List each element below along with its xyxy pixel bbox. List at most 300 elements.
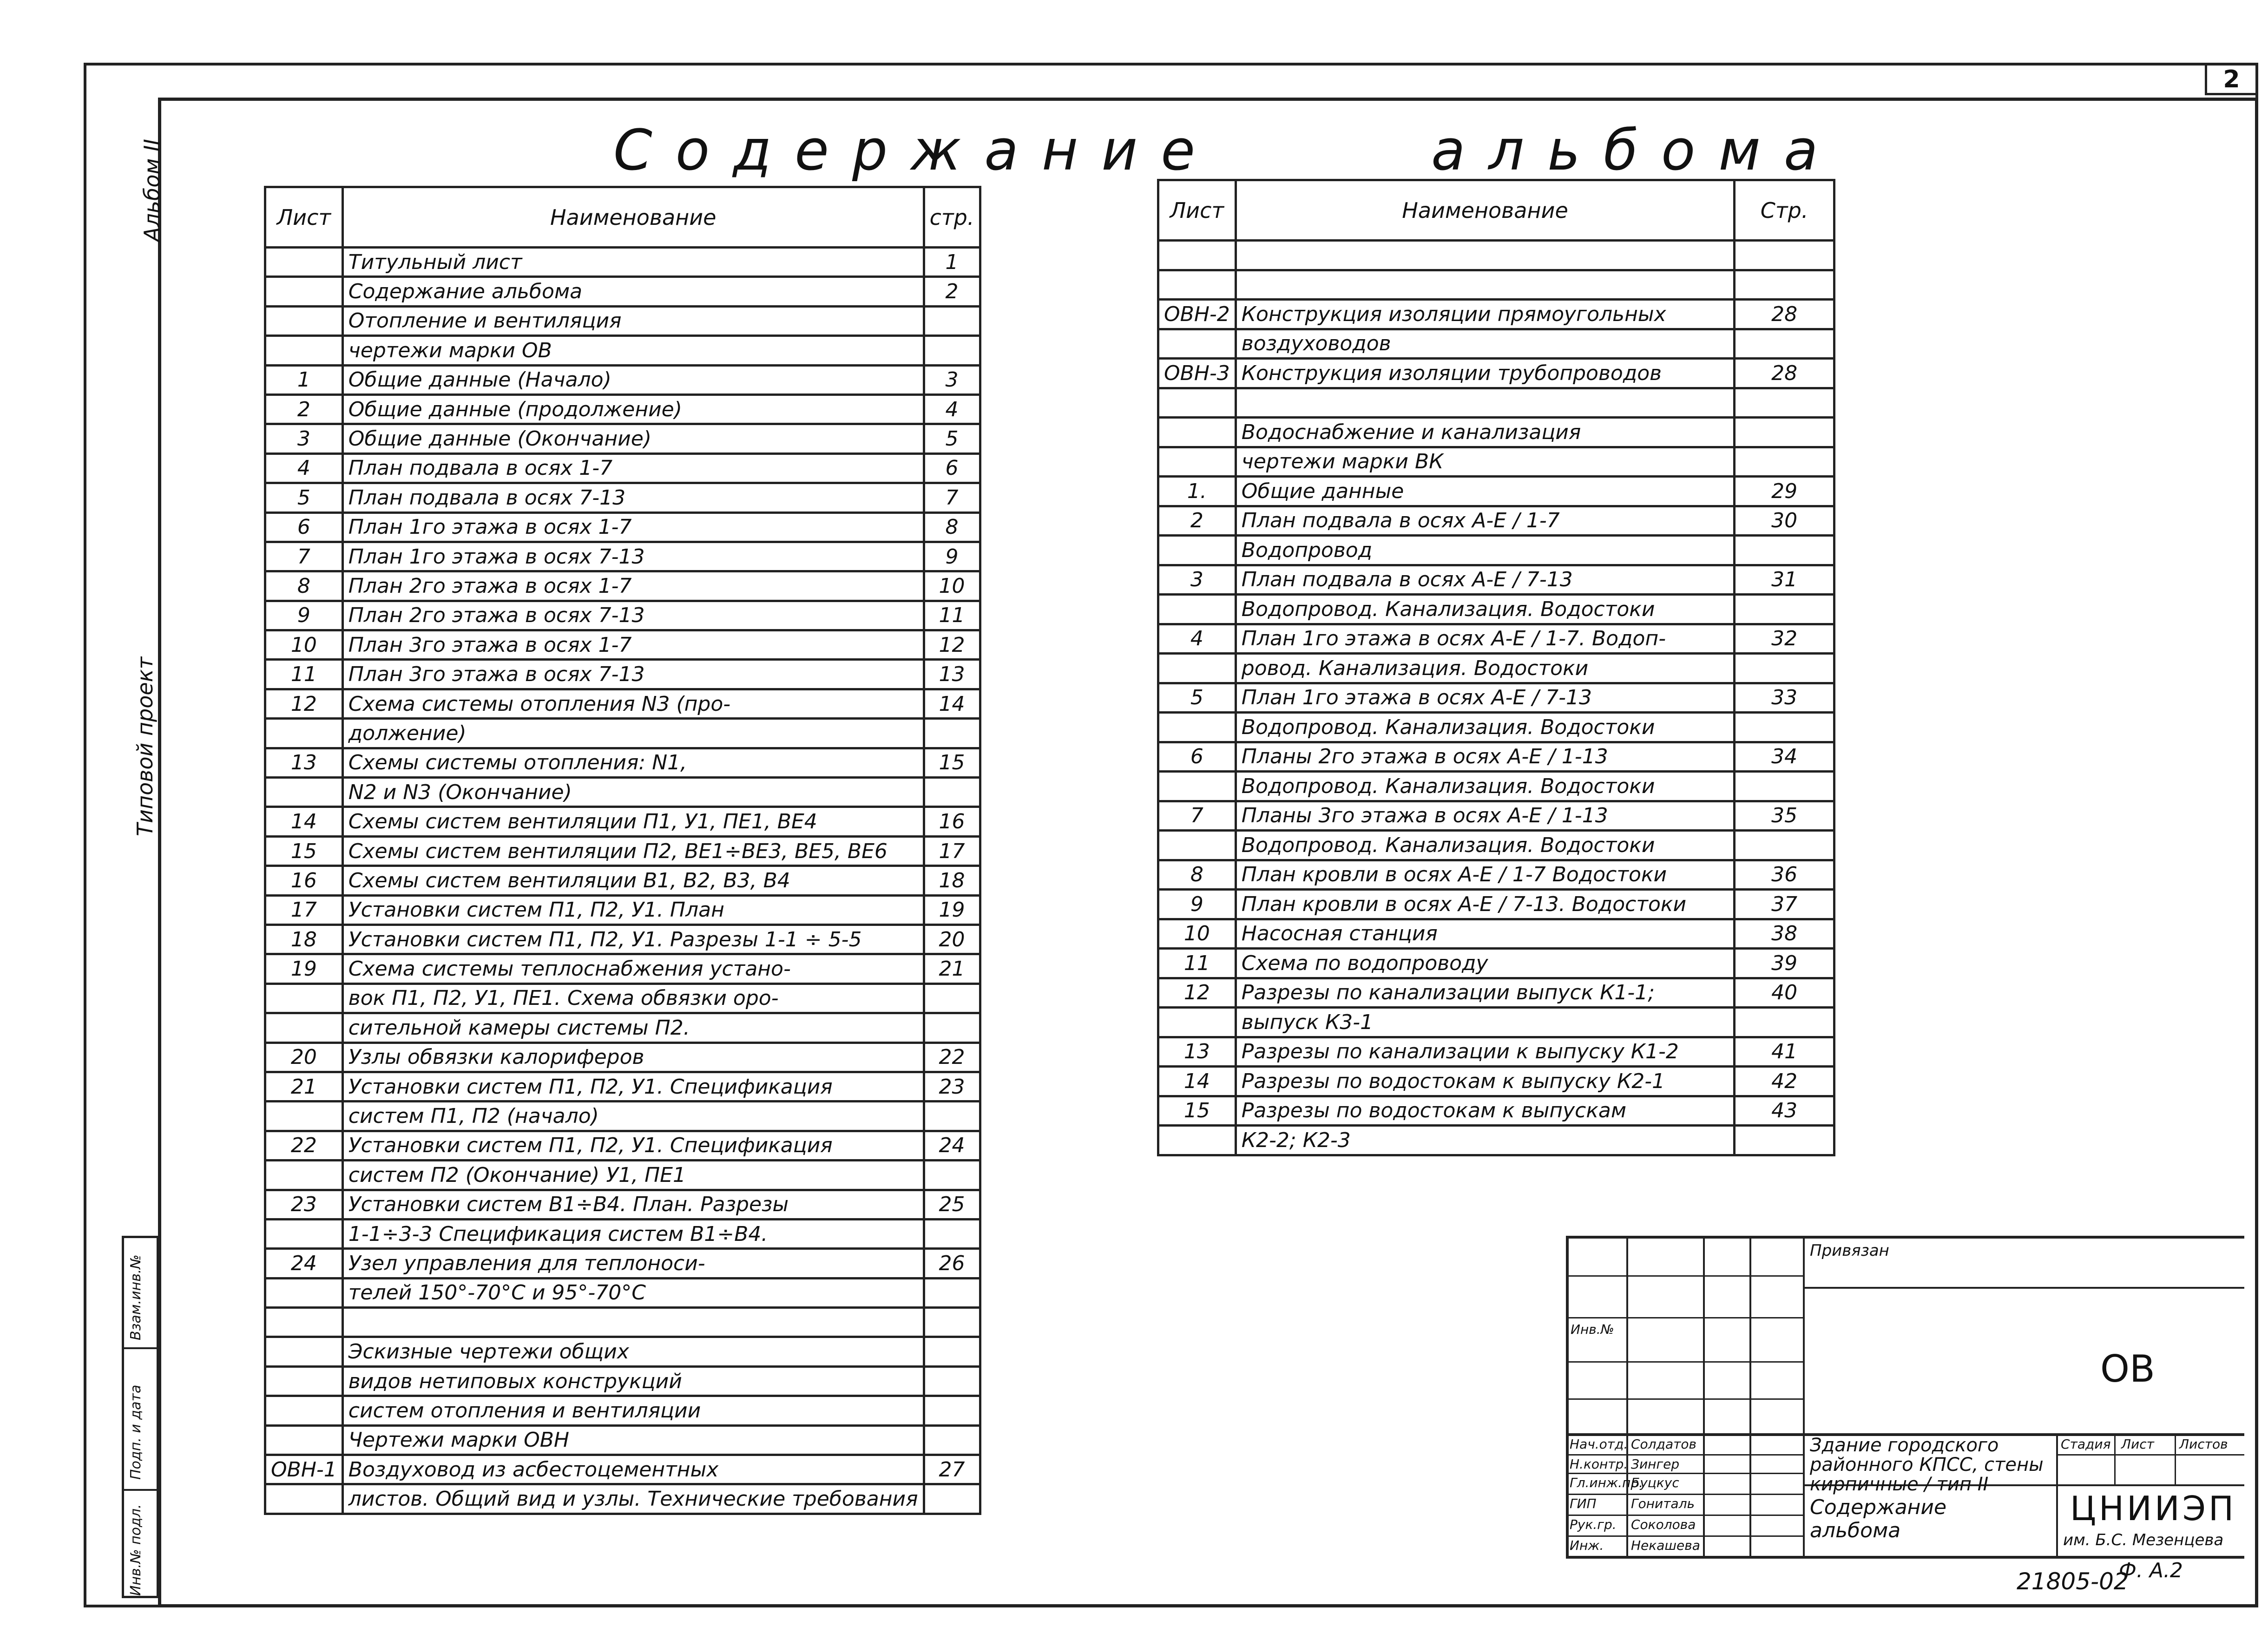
stamp-name: Буцкус: [1631, 1475, 1679, 1490]
stamp-name: Гониталь: [1631, 1496, 1695, 1511]
cell-name: План подвала в осях 1-7: [342, 453, 924, 483]
cell-page: 16: [924, 807, 980, 836]
cell-sheet: 24: [265, 1249, 343, 1278]
cell-sheet: 16: [265, 866, 343, 895]
table-row: [265, 1278, 980, 1307]
cell-name: Общие данные (Начало): [342, 365, 924, 394]
cell-name: Схемы систем вентиляции В1, В2, В3, В4: [342, 866, 924, 895]
stamp-role: ГИП: [1570, 1496, 1597, 1511]
cell-page: 20: [924, 925, 980, 954]
table-row: [265, 866, 980, 895]
stamp-name: Зингер: [1631, 1456, 1680, 1472]
cell-page: 15: [924, 748, 980, 777]
cell-name: телей 150°-70°С и 95°-70°С: [342, 1278, 924, 1307]
cell-page: [924, 1278, 980, 1307]
cell-name: Конструкция изоляции прямоугольных: [1236, 300, 1734, 329]
sheet-number-box: [2205, 63, 2258, 95]
cell-name: систем П1, П2 (начало): [342, 1102, 924, 1131]
cell-sheet: 1.: [1158, 477, 1236, 506]
cell-name: Разрезы по канализации выпуск К1-1;: [1236, 978, 1734, 1008]
cell-sheet: [265, 1219, 343, 1248]
cell-sheet: 8: [265, 571, 343, 601]
cell-page: [924, 1337, 980, 1366]
cell-name: Установки систем П1, П2, У1. Спецификация: [342, 1072, 924, 1101]
cell-sheet: [1158, 270, 1236, 300]
cell-name: чертежи марки ОВ: [342, 336, 924, 365]
cell-name: План подвала в осях А-Е / 7-13: [1236, 565, 1734, 595]
cell-name: воздуховодов: [1236, 329, 1734, 359]
cell-page: [924, 1484, 980, 1514]
cell-name: Установки систем П1, П2, У1. Спецификация: [342, 1131, 924, 1160]
inv-no-label: Инв.№: [1571, 1322, 1614, 1337]
cell-sheet: ОВН-2: [1158, 300, 1236, 329]
cell-page: [1735, 595, 1834, 624]
cell-name: План 3го этажа в осях 1-7: [342, 630, 924, 660]
cell-name: Установки систем П1, П2, У1. План: [342, 895, 924, 925]
cell-page: [1735, 654, 1834, 683]
cell-page: 8: [924, 512, 980, 542]
cell-name: Эскизные чертежи общих: [342, 1337, 924, 1366]
cell-page: [1735, 1126, 1834, 1155]
table-row: [265, 1043, 980, 1072]
cell-page: [1735, 270, 1834, 300]
cell-name: Отопление и вентиляция: [342, 306, 924, 335]
col-header-name: Наименование: [342, 187, 924, 248]
cell-sheet: 15: [1158, 1096, 1236, 1126]
cell-name: Узлы обвязки калориферов: [342, 1043, 924, 1072]
table-row: [265, 925, 980, 954]
table-row: [1158, 241, 1834, 270]
cell-sheet: 4: [265, 453, 343, 483]
cell-page: 28: [1735, 359, 1834, 388]
table-row: [1158, 949, 1834, 978]
cell-sheet: 17: [265, 895, 343, 925]
cell-name: Разрезы по канализации к выпуску К1-2: [1236, 1037, 1734, 1067]
table-row: [1158, 742, 1834, 772]
title-block: [1566, 1236, 2244, 1559]
cell-page: [924, 1396, 980, 1425]
cell-name: Водопровод. Канализация. Водостоки: [1236, 713, 1734, 742]
cell-name: Насосная станция: [1236, 919, 1734, 949]
cell-sheet: [265, 1396, 343, 1425]
cell-page: 7: [924, 483, 980, 512]
cell-page: [924, 1425, 980, 1455]
cell-page: [924, 984, 980, 1013]
cell-name: Схема по водопроводу: [1236, 949, 1734, 978]
cell-page: [924, 1366, 980, 1396]
cell-sheet: [1158, 447, 1236, 477]
table-row: [1158, 683, 1834, 713]
stamp-role: Рук.гр.: [1570, 1517, 1617, 1532]
cell-page: 23: [924, 1072, 980, 1101]
cell-page: [924, 1013, 980, 1043]
table-row: [265, 1366, 980, 1396]
cell-sheet: [265, 1278, 343, 1307]
table-row: [265, 1219, 980, 1248]
cell-sheet: [265, 1425, 343, 1455]
cell-sheet: 20: [265, 1043, 343, 1072]
side-replace-label: Взам.инв.№: [128, 1254, 144, 1340]
cell-sheet: [265, 1013, 343, 1043]
cell-sheet: 21: [265, 1072, 343, 1101]
table-row: [265, 1161, 980, 1190]
cell-page: 42: [1735, 1067, 1834, 1096]
cell-name: Водопровод. Канализация. Водостоки: [1236, 772, 1734, 801]
cell-name: Водопровод. Канализация. Водостоки: [1236, 595, 1734, 624]
cell-name: Схемы систем вентиляции П2, ВЕ1÷ВЕ3, ВЕ5, ВЕ6: [342, 836, 924, 866]
table-row: [1158, 536, 1834, 565]
table-row: [1158, 919, 1834, 949]
col-header-page: стр.: [924, 187, 980, 248]
cell-page: [924, 336, 980, 365]
cell-page: [1735, 388, 1834, 418]
cell-page: [1735, 772, 1834, 801]
cell-sheet: 13: [1158, 1037, 1236, 1067]
cell-page: 29: [1735, 477, 1834, 506]
cell-page: [1735, 329, 1834, 359]
sheet-number: 2: [2223, 66, 2240, 93]
table-row: [1158, 831, 1834, 860]
cell-name: Узел управления для теплоноси-: [342, 1249, 924, 1278]
cell-sheet: 2: [1158, 506, 1236, 536]
cell-name: 1-1÷3-3 Спецификация систем В1÷В4.: [342, 1219, 924, 1248]
cell-sheet: 18: [265, 925, 343, 954]
table-row: [265, 895, 980, 925]
cell-name: должение): [342, 719, 924, 748]
cell-sheet: 6: [1158, 742, 1236, 772]
cell-page: [1735, 536, 1834, 565]
cell-name: План 1го этажа в осях 1-7: [342, 512, 924, 542]
table-row: [265, 336, 980, 365]
cell-page: [1735, 447, 1834, 477]
stamp-name: Некашева: [1631, 1538, 1700, 1553]
table-row: [1158, 418, 1834, 447]
cell-page: 39: [1735, 949, 1834, 978]
cell-sheet: [1158, 713, 1236, 742]
table-row: [1158, 978, 1834, 1008]
cell-name: План 1го этажа в осях А-Е / 1-7. Водоп-: [1236, 624, 1734, 654]
cell-sheet: [1158, 241, 1236, 270]
cell-sheet: 10: [265, 630, 343, 660]
col-header-page: Стр.: [1735, 180, 1834, 241]
cell-page: 19: [924, 895, 980, 925]
cell-name: листов. Общий вид и узлы. Технические требования: [342, 1484, 924, 1514]
cell-name: Схема системы отопления N3 (про-: [342, 689, 924, 718]
cell-name: Водоснабжение и канализация: [1236, 418, 1734, 447]
cell-page: 3: [924, 365, 980, 394]
table-row: [265, 689, 980, 718]
table-row: [265, 660, 980, 689]
cell-name: План 1го этажа в осях А-Е / 7-13: [1236, 683, 1734, 713]
cell-page: 36: [1735, 860, 1834, 890]
table-row: [1158, 1008, 1834, 1037]
cell-name: Воздуховод из асбестоцементных: [342, 1455, 924, 1484]
table-row: [265, 453, 980, 483]
cell-name: Водопровод. Канализация. Водостоки: [1236, 831, 1734, 860]
cell-name: Чертежи марки ОВН: [342, 1425, 924, 1455]
cell-name: [1236, 388, 1734, 418]
col-header-sheet: Лист: [1158, 180, 1236, 241]
table-row: [265, 571, 980, 601]
cell-page: [1735, 1008, 1834, 1037]
table-row: [1158, 1037, 1834, 1067]
cell-page: 6: [924, 453, 980, 483]
table-row: [265, 1308, 980, 1337]
cell-name: Водопровод: [1236, 536, 1734, 565]
title-left: Содержание: [613, 118, 1219, 183]
cell-sheet: [265, 719, 343, 748]
table-row: [1158, 1126, 1834, 1155]
cell-sheet: [265, 248, 343, 277]
table-row: [265, 748, 980, 777]
side-sign-label: Подп. и дата: [128, 1384, 144, 1480]
cell-name: Конструкция изоляции трубопроводов: [1236, 359, 1734, 388]
cell-page: 27: [924, 1455, 980, 1484]
cell-page: [924, 1219, 980, 1248]
table-row: [265, 778, 980, 807]
cell-sheet: 11: [1158, 949, 1236, 978]
cell-sheet: 4: [1158, 624, 1236, 654]
cell-name: Установки систем П1, П2, У1. Разрезы 1-1 ÷ 5-5: [342, 925, 924, 954]
sheets-col-label: Листов: [2179, 1436, 2228, 1452]
table-row: [265, 1249, 980, 1278]
cell-sheet: 14: [265, 807, 343, 836]
cell-name: Содержание альбома: [342, 277, 924, 306]
cell-name: Планы 3го этажа в осях А-Е / 1-13: [1236, 801, 1734, 831]
cell-name: План подвала в осях 7-13: [342, 483, 924, 512]
cell-sheet: [1158, 418, 1236, 447]
side-stamp-table: [122, 1236, 159, 1598]
stamp-role: Гл.инж.пр.: [1570, 1475, 1643, 1490]
cell-sheet: 7: [265, 542, 343, 571]
table-row: [1158, 624, 1834, 654]
album-label: Альбом II: [139, 139, 164, 242]
table-row: [1158, 565, 1834, 595]
cell-name: План кровли в осях А-Е / 7-13. Водостоки: [1236, 890, 1734, 919]
table-row: [265, 424, 980, 453]
table-row: [265, 365, 980, 394]
table-row: [265, 1102, 980, 1131]
table-row: [1158, 300, 1834, 329]
table-row: [265, 1484, 980, 1514]
table-row: [1158, 359, 1834, 388]
cell-page: 5: [924, 424, 980, 453]
table-row: [1158, 890, 1834, 919]
organization-name: ЦНИИЭП: [2070, 1489, 2237, 1528]
drawing-code: ОВ: [2100, 1347, 2155, 1390]
cell-page: 33: [1735, 683, 1834, 713]
cell-page: [924, 1161, 980, 1190]
col-header-sheet: Лист: [265, 187, 343, 248]
cell-page: 2: [924, 277, 980, 306]
cell-name: Разрезы по водостокам к выпускам: [1236, 1096, 1734, 1126]
cell-page: 17: [924, 836, 980, 866]
cell-name: Общие данные (Окончание): [342, 424, 924, 453]
cell-page: 14: [924, 689, 980, 718]
cell-page: 18: [924, 866, 980, 895]
cell-sheet: ОВН-1: [265, 1455, 343, 1484]
cell-sheet: 23: [265, 1190, 343, 1219]
cell-sheet: 7: [1158, 801, 1236, 831]
cell-page: [1735, 241, 1834, 270]
table-row: [265, 1072, 980, 1101]
cell-name: План 2го этажа в осях 1-7: [342, 571, 924, 601]
table-row: [265, 1190, 980, 1219]
title-right: альбома: [1431, 118, 1841, 183]
table-row: [265, 1425, 980, 1455]
cell-page: 22: [924, 1043, 980, 1072]
cell-sheet: 2: [265, 394, 343, 424]
cell-sheet: 3: [1158, 565, 1236, 595]
cell-name: чертежи марки ВК: [1236, 447, 1734, 477]
table-row: [1158, 1067, 1834, 1096]
cell-name: [1236, 270, 1734, 300]
cell-page: 41: [1735, 1037, 1834, 1067]
cell-page: [924, 719, 980, 748]
cell-sheet: 6: [265, 512, 343, 542]
cell-sheet: 5: [1158, 683, 1236, 713]
table-row: [265, 542, 980, 571]
side-inv-label: Инв.№ подл.: [128, 1504, 144, 1596]
table-row: [265, 984, 980, 1013]
cell-sheet: [265, 1102, 343, 1131]
cell-page: 28: [1735, 300, 1834, 329]
cell-name: Общие данные (продолжение): [342, 394, 924, 424]
cell-name: [1236, 241, 1734, 270]
cell-name: видов нетиповых конструкций: [342, 1366, 924, 1396]
sheet-col-label: Лист: [2121, 1436, 2154, 1452]
cell-name: Установки систем В1÷В4. План. Разрезы: [342, 1190, 924, 1219]
table-row: [1158, 595, 1834, 624]
table-row: [265, 630, 980, 660]
table-row: [265, 248, 980, 277]
cell-page: 34: [1735, 742, 1834, 772]
cell-name: Схемы системы отопления: N1,: [342, 748, 924, 777]
cell-name: План кровли в осях А-Е / 1-7 Водостоки: [1236, 860, 1734, 890]
cell-sheet: [265, 277, 343, 306]
cell-sheet: 11: [265, 660, 343, 689]
cell-page: 38: [1735, 919, 1834, 949]
table-row: [265, 306, 980, 335]
cell-sheet: [1158, 388, 1236, 418]
stamp-role: Инж.: [1570, 1538, 1604, 1553]
cell-sheet: [1158, 1126, 1236, 1155]
cell-sheet: 9: [1158, 890, 1236, 919]
cell-page: 32: [1735, 624, 1834, 654]
cell-sheet: 14: [1158, 1067, 1236, 1096]
table-row: [1158, 654, 1834, 683]
cell-sheet: 13: [265, 748, 343, 777]
project-type-label: Типовой проект: [132, 656, 158, 836]
table-row: [265, 719, 980, 748]
cell-name: План 3го этажа в осях 7-13: [342, 660, 924, 689]
cell-sheet: 15: [265, 836, 343, 866]
table-row: [265, 836, 980, 866]
cell-sheet: [265, 984, 343, 1013]
cell-sheet: 9: [265, 601, 343, 630]
table-row: [265, 512, 980, 542]
cell-sheet: [1158, 831, 1236, 860]
cell-name: Титульный лист: [342, 248, 924, 277]
table-row: [1158, 860, 1834, 890]
cell-page: 4: [924, 394, 980, 424]
stage-col-label: Стадия: [2061, 1436, 2111, 1452]
cell-page: 40: [1735, 978, 1834, 1008]
cell-name: К2-2; К2-3: [1236, 1126, 1734, 1155]
table-row: [265, 954, 980, 984]
sheet-title: Содержание альбома: [1810, 1495, 1947, 1542]
cell-name: План подвала в осях А-Е / 1-7: [1236, 506, 1734, 536]
cell-page: 9: [924, 542, 980, 571]
organization-subtitle: им. Б.С. Мезенцева: [2063, 1531, 2224, 1549]
cell-name: Планы 2го этажа в осях А-Е / 1-13: [1236, 742, 1734, 772]
cell-page: 13: [924, 660, 980, 689]
cell-name: ровод. Канализация. Водостоки: [1236, 654, 1734, 683]
col-header-name: Наименование: [1236, 180, 1734, 241]
cell-sheet: ОВН-3: [1158, 359, 1236, 388]
cell-name: вок П1, П2, У1, ПЕ1. Схема обвязки оро-: [342, 984, 924, 1013]
table-row: [1158, 772, 1834, 801]
cell-name: Схема системы теплоснабжения устано-: [342, 954, 924, 984]
format-label: Ф. А.2: [2119, 1559, 2183, 1582]
table-row: [265, 1396, 980, 1425]
table-row: [265, 1131, 980, 1160]
cell-sheet: [1158, 536, 1236, 565]
cell-page: [1735, 418, 1834, 447]
stamp-name: Соколова: [1631, 1517, 1696, 1532]
cell-sheet: [265, 1337, 343, 1366]
cell-page: 21: [924, 954, 980, 984]
cell-name: Разрезы по водостокам к выпуску К2-1: [1236, 1067, 1734, 1096]
table-row: [265, 483, 980, 512]
cell-page: 30: [1735, 506, 1834, 536]
document-number: 21805-02: [2017, 1568, 2129, 1595]
cell-sheet: [265, 1161, 343, 1190]
cell-name: выпуск К3-1: [1236, 1008, 1734, 1037]
cell-sheet: [1158, 654, 1236, 683]
cell-name: N2 и N3 (Окончание): [342, 778, 924, 807]
building-title: Здание городского районного КПСС, стены кирпичные / тип II: [1810, 1435, 2044, 1495]
cell-sheet: 8: [1158, 860, 1236, 890]
cell-sheet: 10: [1158, 919, 1236, 949]
privyazan-label: Привязан: [1810, 1241, 1889, 1260]
cell-sheet: 3: [265, 424, 343, 453]
cell-page: [924, 306, 980, 335]
cell-sheet: [1158, 772, 1236, 801]
cell-page: [1735, 831, 1834, 860]
cell-sheet: [265, 1308, 343, 1337]
table-row: [1158, 388, 1834, 418]
table-row: [265, 807, 980, 836]
table-row: [1158, 477, 1834, 506]
cell-name: [342, 1308, 924, 1337]
cell-page: 10: [924, 571, 980, 601]
cell-sheet: [265, 1366, 343, 1396]
cell-page: 24: [924, 1131, 980, 1160]
table-row: [265, 277, 980, 306]
cell-name: План 1го этажа в осях 7-13: [342, 542, 924, 571]
table-row: [265, 394, 980, 424]
cell-page: [924, 1102, 980, 1131]
stamp-name: Солдатов: [1631, 1436, 1697, 1452]
table-row: [1158, 447, 1834, 477]
cell-sheet: 22: [265, 1131, 343, 1160]
table-row: [1158, 329, 1834, 359]
table-row: [1158, 1096, 1834, 1126]
table-row: [265, 1337, 980, 1366]
cell-sheet: 5: [265, 483, 343, 512]
cell-page: [924, 778, 980, 807]
